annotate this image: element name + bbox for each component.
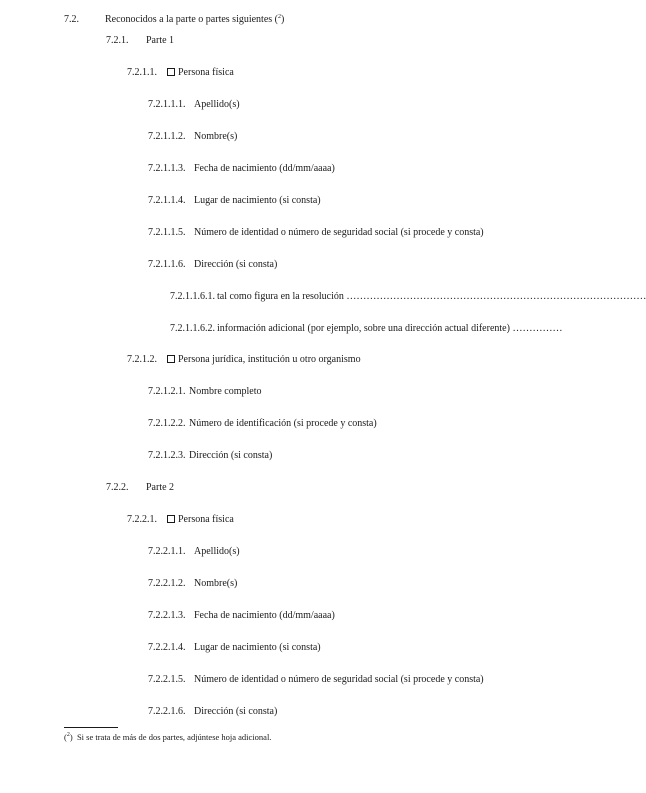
field-label: tal como figura en la resolución	[217, 291, 344, 302]
field-row: 7.2.2.1.2. Nombre(s)	[148, 578, 238, 589]
field-label: Dirección (si consta)	[194, 259, 278, 270]
section-number: 7.2.	[64, 14, 79, 25]
address-subfield: 7.2.1.1.6.2. información adicional (por ejemplo, sobre una dirección actual diferente) ……………	[170, 323, 563, 334]
field-label: Fecha de nacimiento (dd/mm/aaaa)	[194, 163, 335, 174]
field-row: 7.2.1.1.1. Apellido(s)	[148, 99, 240, 110]
field-label: Fecha de nacimiento (dd/mm/aaaa)	[194, 610, 335, 621]
field-row: 7.2.1.1.2. Nombre(s)	[148, 131, 238, 142]
party-1-heading	[106, 35, 174, 47]
footnote: ($^2$) Si se trata de más de dos partes, adjúntese hoja adicional.	[64, 732, 272, 742]
fill-line[interactable]: ……………	[512, 323, 563, 334]
fill-line[interactable]: ………………………………………………………………………………	[346, 291, 646, 302]
field-label: Número de identidad o número de seguridad social (si procede y consta)	[194, 674, 484, 685]
footnote-text: Si se trata de más de dos partes, adjúntese hoja adicional.	[76, 732, 272, 742]
party-2-label: Parte 2	[146, 482, 175, 493]
party-1-natural-person-option: 7.2.1.1. Persona física	[127, 67, 234, 78]
field-label: Apellido(s)	[194, 546, 240, 557]
legal-person-checkbox[interactable]	[167, 355, 175, 363]
field-row: 7.2.1.2.2. Número de identificación (si procede y consta)	[148, 418, 377, 429]
party-1-label: Parte 1	[146, 35, 175, 46]
field-label: Nombre(s)	[194, 578, 238, 589]
field-label: Lugar de nacimiento (si consta)	[194, 642, 321, 653]
footnote-ref: 2	[278, 14, 282, 20]
footnote-marker: 2	[66, 732, 70, 738]
party-1-legal-person-option: 7.2.1.2. Persona jurídica, institución u otro organismo	[127, 354, 361, 365]
natural-person-checkbox[interactable]	[167, 515, 175, 523]
footnote-divider	[64, 727, 118, 728]
field-row: 7.2.1.2.1. Nombre completo	[148, 386, 262, 397]
field-row: 7.2.2.1.4. Lugar de nacimiento (si consta)	[148, 642, 321, 653]
field-row: 7.2.2.1.3. Fecha de nacimiento (dd/mm/aaaa)	[148, 610, 335, 621]
field-label: Apellido(s)	[194, 99, 240, 110]
natural-person-label: Persona física	[178, 67, 234, 78]
field-row: 7.2.1.2.3. Dirección (si consta)	[148, 450, 273, 461]
section-heading: 7.2. Reconocidos a la parte o partes siguientes ($^2$)	[64, 14, 285, 25]
field-label: Dirección (si consta)	[194, 706, 278, 717]
field-label: información adicional (por ejemplo, sobre una dirección actual diferente)	[217, 323, 510, 334]
field-label: Número de identidad o número de seguridad social (si procede y consta)	[194, 227, 484, 238]
field-row: 7.2.1.1.5. Número de identidad o número de seguridad social (si procede y consta)	[148, 227, 484, 238]
field-row: 7.2.2.1.1. Apellido(s)	[148, 546, 240, 557]
field-row: 7.2.1.1.4. Lugar de nacimiento (si consta)	[148, 195, 321, 206]
legal-person-label: Persona jurídica, institución u otro organismo	[178, 354, 361, 365]
party-1-number: 7.2.1.	[106, 35, 129, 46]
natural-person-checkbox[interactable]	[167, 68, 175, 76]
field-label: Lugar de nacimiento (si consta)	[194, 195, 321, 206]
natural-person-label: Persona física	[178, 514, 234, 525]
section-title: Reconocidos a la parte o partes siguientes	[105, 14, 273, 25]
address-subfield: 7.2.1.1.6.1. tal como figura en la resolución ………………………………………………………………………………	[170, 291, 646, 302]
party-2-heading	[106, 482, 174, 494]
field-row: 7.2.1.1.3. Fecha de nacimiento (dd/mm/aaaa)	[148, 163, 335, 174]
field-label: Nombre(s)	[194, 131, 238, 142]
field-row: 7.2.2.1.6. Dirección (si consta)	[148, 706, 278, 717]
field-row: 7.2.1.1.6. Dirección (si consta)	[148, 259, 278, 270]
party-2-number: 7.2.2.	[106, 482, 129, 493]
field-label: Dirección (si consta)	[189, 450, 273, 461]
party-2-natural-person-option: 7.2.2.1. Persona física	[127, 514, 234, 525]
field-label: Nombre completo	[189, 386, 262, 397]
field-row: 7.2.2.1.5. Número de identidad o número de seguridad social (si procede y consta)	[148, 674, 484, 685]
field-label: Número de identificación (si procede y consta)	[189, 418, 377, 429]
